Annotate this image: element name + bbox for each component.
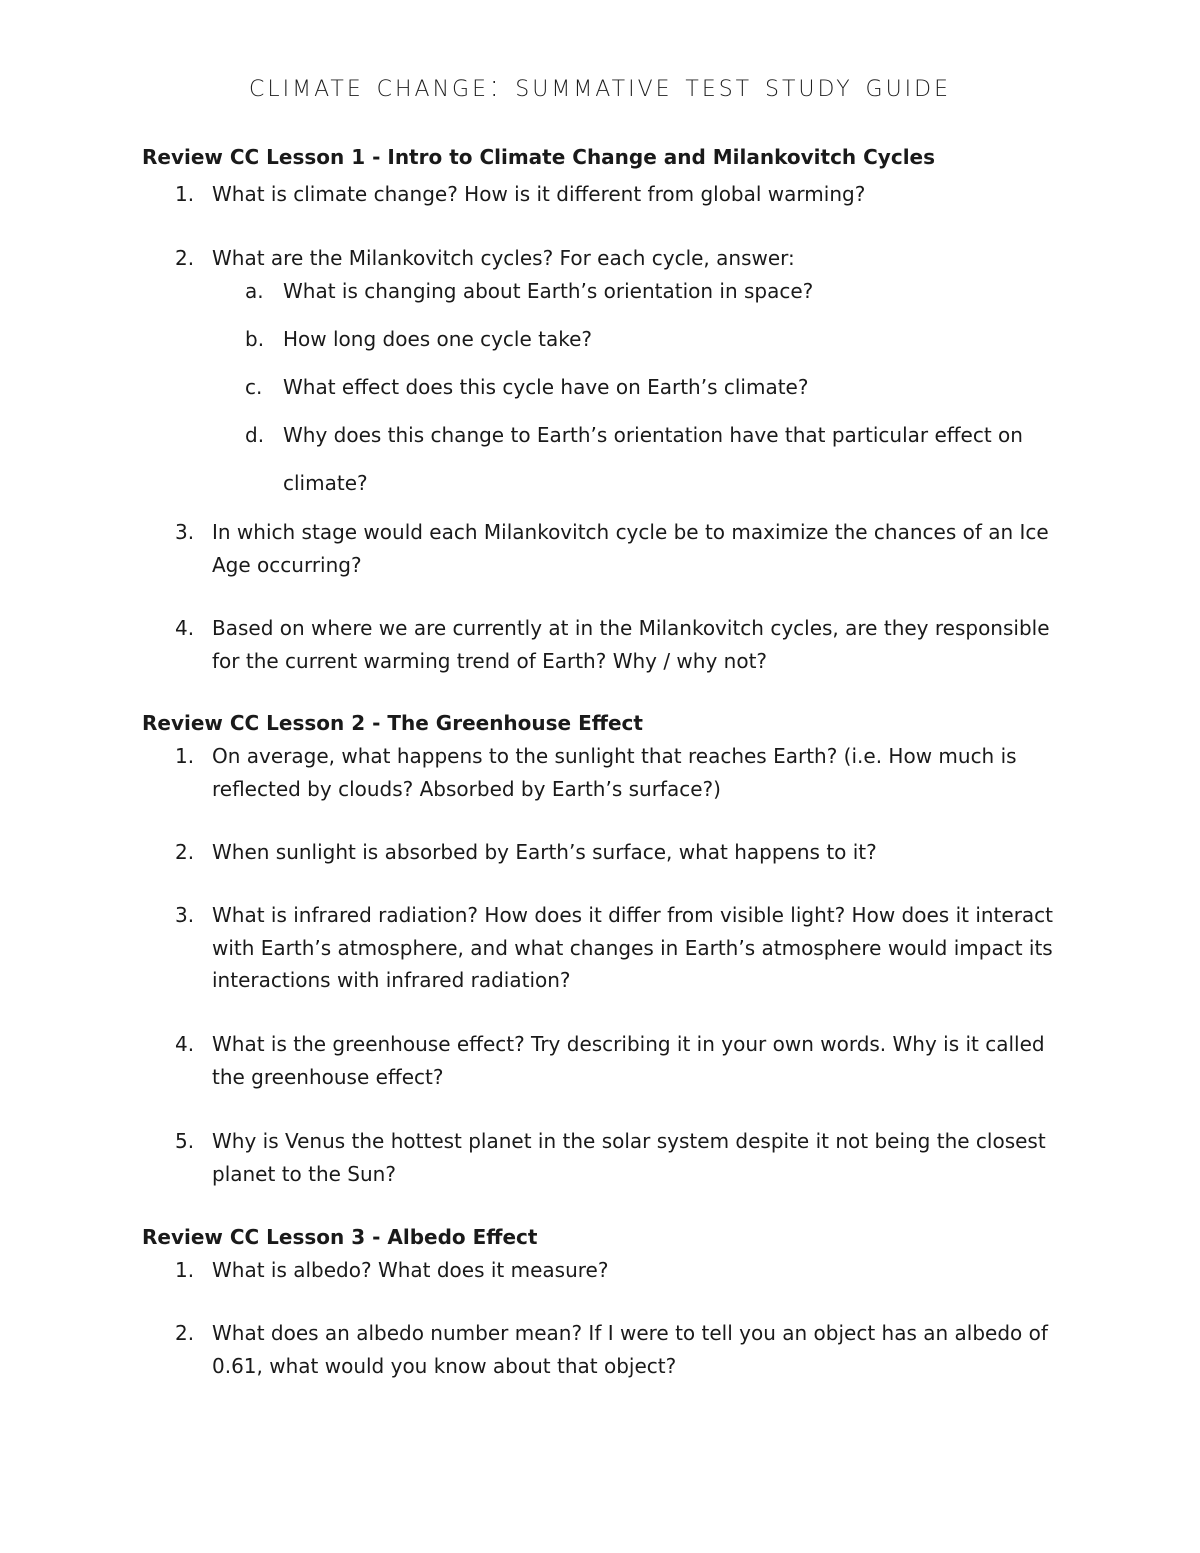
- question-text: On average, what happens to the sunlight that reaches Earth? (i.e. How much is reflected by clouds? Absorbed by Earth’s surface?): [212, 744, 1017, 801]
- question-number: 1.: [175, 182, 195, 206]
- document-title: climate change: summative test study guide: [249, 68, 951, 104]
- question-text: What is infrared radiation? How does it differ from visible light? How does it interact with Earth’s atmosphere, and what changes in Earth’s atmosphere would impact its interactions with infrared radiation?: [212, 903, 1054, 992]
- question-number: 2.: [175, 246, 195, 270]
- question-number: 1.: [175, 1258, 195, 1282]
- sub-question-letter: a.: [245, 279, 264, 303]
- question-text: What is climate change? How is it different from global warming?: [212, 182, 866, 206]
- question-text: When sunlight is absorbed by Earth’s surface, what happens to it?: [212, 840, 877, 864]
- question-text: What is the greenhouse effect? Try describing it in your own words. Why is it called the greenhouse effect?: [212, 1032, 1045, 1089]
- question-number: 3.: [175, 520, 195, 544]
- question-text: What are the Milankovitch cycles? For each cycle, answer:: [212, 246, 795, 270]
- question-number: 2.: [175, 1321, 195, 1345]
- question-number: 1.: [175, 744, 195, 768]
- question-number: 4.: [175, 1032, 195, 1056]
- question-text: What is albedo? What does it measure?: [212, 1258, 609, 1282]
- question-text: Based on where we are currently at in the Milankovitch cycles, are they responsible for the current warming trend of Earth? Why / why not?: [212, 616, 1050, 673]
- sub-question-text: How long does one cycle take?: [283, 327, 593, 351]
- sub-question-text: Why does this change to Earth’s orientation have that particular effect on climate?: [283, 423, 1023, 495]
- section-heading-lesson-2: Review CC Lesson 2 - The Greenhouse Effect: [142, 711, 643, 735]
- section-heading-lesson-1: Review CC Lesson 1 - Intro to Climate Change and Milankovitch Cycles: [142, 145, 936, 169]
- sub-question-letter: d.: [245, 423, 265, 447]
- sub-question-letter: c.: [245, 375, 263, 399]
- sub-question-letter: b.: [245, 327, 265, 351]
- question-text: Why is Venus the hottest planet in the solar system despite it not being the closest planet to the Sun?: [212, 1129, 1046, 1186]
- question-number: 2.: [175, 840, 195, 864]
- sub-question-text: What effect does this cycle have on Earth’s climate?: [283, 375, 809, 399]
- question-text: In which stage would each Milankovitch cycle be to maximize the chances of an Ice Age occurring?: [212, 520, 1049, 577]
- question-number: 4.: [175, 616, 195, 640]
- section-heading-lesson-3: Review CC Lesson 3 - Albedo Effect: [142, 1225, 538, 1249]
- question-text: What does an albedo number mean? If I were to tell you an object has an albedo of 0.61, what would you know about that object?: [212, 1321, 1048, 1378]
- question-number: 5.: [175, 1129, 195, 1153]
- sub-question-text: What is changing about Earth’s orientation in space?: [283, 279, 814, 303]
- question-number: 3.: [175, 903, 195, 927]
